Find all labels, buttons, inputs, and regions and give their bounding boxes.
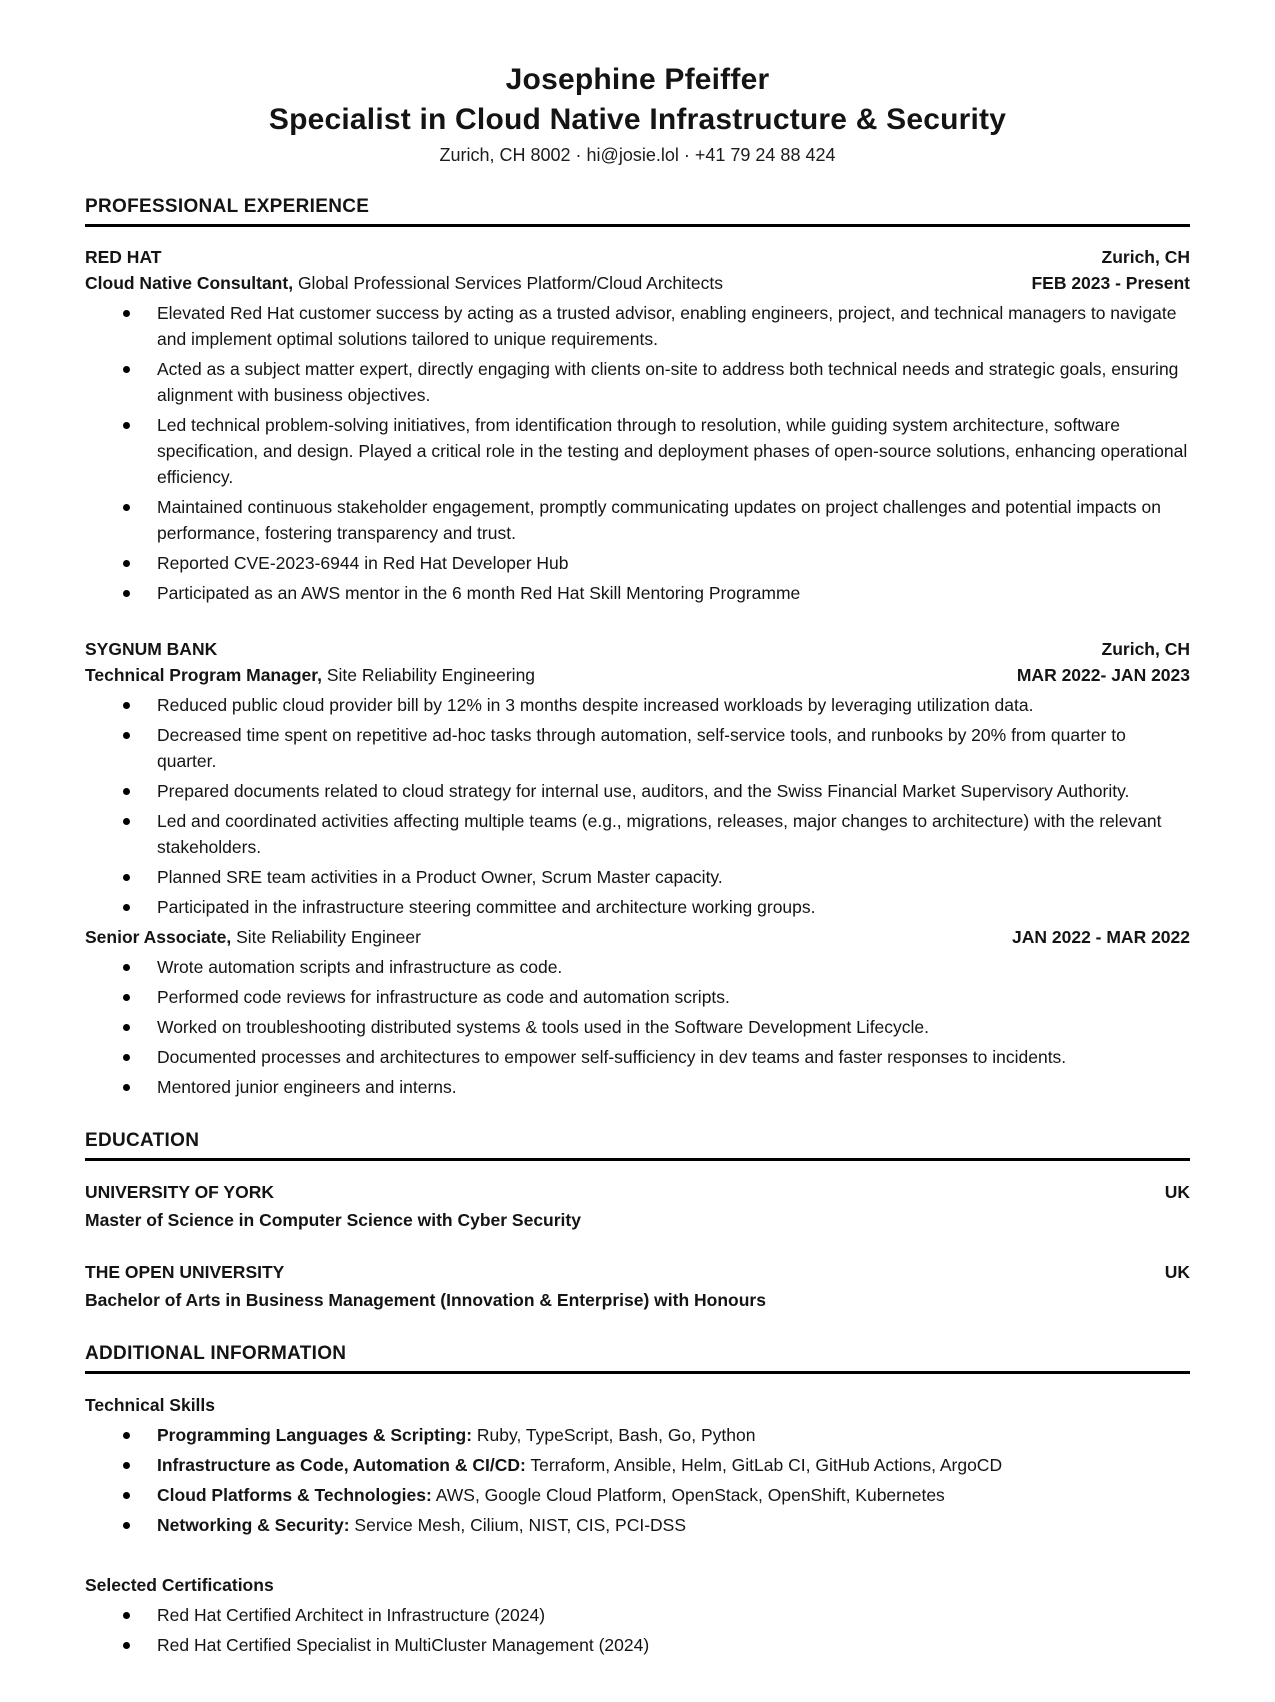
skill-label: Programming Languages & Scripting: <box>157 1425 473 1446</box>
skill-text: Service Mesh, Cilium, NIST, CIS, PCI-DSS <box>354 1515 687 1536</box>
candidate-headline: Specialist in Cloud Native Infrastructure & Security <box>268 102 1007 136</box>
bullet-icon <box>123 702 130 709</box>
degree-name: Bachelor of Arts in Business Management (Innovation & Enterprise) with Honours <box>85 1290 766 1311</box>
bullet-icon <box>123 1024 130 1031</box>
bullet-text: Reduced public cloud provider bill by 12% in 3 months despite increased workloads by leveraging utilization data. <box>157 695 1034 716</box>
role-detail: Site Reliability Engineer <box>236 927 421 948</box>
skill-label: Cloud Platforms & Technologies: <box>157 1485 432 1506</box>
bullet-item <box>85 1074 1190 1100</box>
bullet-icon <box>123 994 130 1001</box>
bullet-icon <box>123 1492 130 1499</box>
company-location: Zurich, CH <box>1101 639 1190 660</box>
bullet-icon <box>123 964 130 971</box>
bullet-icon <box>123 1462 130 1469</box>
company-row <box>85 636 1190 662</box>
bullet-icon <box>123 504 130 511</box>
role-row <box>85 270 1190 296</box>
bullet-text: Decreased time spent on repetitive ad-hoc tasks through automation, self-service tools, and runbooks by 20% from quarter to quarter. <box>157 725 1126 772</box>
bullet-item <box>85 1014 1190 1040</box>
bullet-icon <box>123 310 130 317</box>
role-title: Senior Associate, <box>85 927 232 948</box>
bullet-list <box>85 954 1190 1100</box>
school-row <box>85 1259 1190 1285</box>
bullet-item <box>85 808 1190 860</box>
bullet-item <box>85 954 1190 980</box>
bullet-text: Led technical problem-solving initiatives, from identification through to resolution, while guiding system architecture, software specification, and design. Played a critical role in the testing and deployment phases of open-source solutions, enhancing operational efficiency. <box>157 415 1188 488</box>
bullet-text: Led and coordinated activities affecting multiple teams (e.g., migrations, releases, major changes to architecture) with the relevant stakeholders. <box>157 811 1162 858</box>
certification-text: Red Hat Certified Architect in Infrastructure (2024) <box>157 1605 546 1626</box>
bullet-icon <box>123 1432 130 1439</box>
role-detail: Global Professional Services Platform/Cloud Architects <box>297 273 723 294</box>
bullet-text: Elevated Red Hat customer success by acting as a trusted advisor, enabling engineers, project, and technical managers to navigate and implement optimal solutions tailored to unique requirements. <box>157 303 1177 350</box>
skill-label: Networking & Security: <box>157 1515 350 1536</box>
bullet-icon <box>123 732 130 739</box>
bullet-text: Wrote automation scripts and infrastructure as code. <box>157 957 563 978</box>
section-heading: PROFESSIONAL EXPERIENCE <box>85 196 1190 227</box>
certification-item <box>85 1602 1190 1628</box>
bullet-text: Participated in the infrastructure steering committee and architecture working groups. <box>157 897 816 918</box>
education-entry-open-university <box>85 1259 1190 1313</box>
skills-list <box>85 1422 1190 1538</box>
bullet-item <box>85 692 1190 718</box>
company-name: RED HAT <box>85 247 162 268</box>
bullet-item <box>85 356 1190 408</box>
school-name: THE OPEN UNIVERSITY <box>85 1262 285 1283</box>
skill-label: Infrastructure as Code, Automation & CI/CD: <box>157 1455 526 1476</box>
role-dates: JAN 2022 - MAR 2022 <box>1012 927 1190 948</box>
section-professional-experience <box>85 196 1190 1100</box>
school-location: UK <box>1164 1262 1190 1283</box>
bullet-list <box>85 300 1190 606</box>
resume-header <box>85 60 1190 166</box>
education-entry-york <box>85 1179 1190 1233</box>
certification-text: Red Hat Certified Specialist in MultiCluster Management (2024) <box>157 1635 650 1656</box>
school-location: UK <box>1164 1182 1190 1203</box>
bullet-item <box>85 412 1190 490</box>
section-heading: EDUCATION <box>85 1130 1190 1161</box>
bullet-icon <box>123 788 130 795</box>
technical-skills-heading: Technical Skills <box>85 1395 216 1416</box>
school-name: UNIVERSITY OF YORK <box>85 1182 274 1203</box>
school-row <box>85 1179 1190 1205</box>
role-title: Cloud Native Consultant, <box>85 273 294 294</box>
bullet-text: Prepared documents related to cloud strategy for internal use, auditors, and the Swiss Financial Market Supervisory Authority. <box>157 781 1130 802</box>
bullet-item <box>85 1044 1190 1070</box>
bullet-icon <box>123 1084 130 1091</box>
bullet-text: Maintained continuous stakeholder engagement, promptly communicating updates on project challenges and potential impacts on performance, fostering transparency and trust. <box>157 497 1161 544</box>
bullet-item <box>85 580 1190 606</box>
bullet-text: Participated as an AWS mentor in the 6 month Red Hat Skill Mentoring Programme <box>157 583 801 604</box>
section-heading: ADDITIONAL INFORMATION <box>85 1343 1190 1374</box>
bullet-icon <box>123 590 130 597</box>
role-detail: Site Reliability Engineering <box>326 665 536 686</box>
role-name <box>85 662 535 688</box>
company-location: Zurich, CH <box>1101 247 1190 268</box>
contact-line: Zurich, CH 8002 · hi@josie.lol · +41 79 24 88 424 <box>439 145 836 166</box>
bullet-text: Mentored junior engineers and interns. <box>157 1077 457 1098</box>
bullet-item <box>85 494 1190 546</box>
bullet-list <box>85 692 1190 920</box>
section-additional-information <box>85 1343 1190 1658</box>
bullet-icon <box>123 904 130 911</box>
section-education <box>85 1130 1190 1313</box>
role-name <box>85 924 421 950</box>
bullet-text: Acted as a subject matter expert, directly engaging with clients on-site to address both technical needs and strategic goals, ensuring alignment with business objectives. <box>157 359 1179 406</box>
bullet-item <box>85 300 1190 352</box>
skill-item <box>85 1452 1190 1478</box>
role-row <box>85 924 1190 950</box>
bullet-icon <box>123 422 130 429</box>
bullet-icon <box>123 1612 130 1619</box>
degree-name: Master of Science in Computer Science with Cyber Security <box>85 1210 581 1231</box>
bullet-text: Documented processes and architectures to empower self-sufficiency in dev teams and faster responses to incidents. <box>157 1047 1067 1068</box>
skill-text: Terraform, Ansible, Helm, GitLab CI, GitHub Actions, ArgoCD <box>530 1455 1003 1476</box>
certifications-heading: Selected Certifications <box>85 1575 274 1596</box>
bullet-icon <box>123 874 130 881</box>
role-row <box>85 662 1190 688</box>
company-row <box>85 244 1190 270</box>
bullet-icon <box>123 818 130 825</box>
bullet-icon <box>123 366 130 373</box>
bullet-icon <box>123 560 130 567</box>
experience-entry-redhat <box>85 244 1190 606</box>
bullet-icon <box>123 1054 130 1061</box>
role-name <box>85 270 723 296</box>
bullet-text: Reported CVE-2023-6944 in Red Hat Developer Hub <box>157 553 569 574</box>
skill-text: Ruby, TypeScript, Bash, Go, Python <box>476 1425 756 1446</box>
skill-item <box>85 1512 1190 1538</box>
bullet-icon <box>123 1522 130 1529</box>
skill-item <box>85 1482 1190 1508</box>
experience-entry-sygnum <box>85 636 1190 1100</box>
company-name: SYGNUM BANK <box>85 639 218 660</box>
bullet-item <box>85 864 1190 890</box>
bullet-text: Performed code reviews for infrastructure as code and automation scripts. <box>157 987 730 1008</box>
bullet-item <box>85 550 1190 576</box>
role-title: Technical Program Manager, <box>85 665 322 686</box>
role-dates: FEB 2023 - Present <box>1031 273 1190 294</box>
bullet-item <box>85 984 1190 1010</box>
skill-text: AWS, Google Cloud Platform, OpenStack, OpenShift, Kubernetes <box>435 1485 945 1506</box>
role-dates: MAR 2022- JAN 2023 <box>1016 665 1190 686</box>
bullet-item <box>85 722 1190 774</box>
candidate-name: Josephine Pfeiffer <box>505 63 770 96</box>
bullet-text: Planned SRE team activities in a Product Owner, Scrum Master capacity. <box>157 867 723 888</box>
skill-item <box>85 1422 1190 1448</box>
bullet-icon <box>123 1642 130 1649</box>
bullet-item <box>85 894 1190 920</box>
bullet-text: Worked on troubleshooting distributed systems & tools used in the Software Development Lifecycle. <box>157 1017 930 1038</box>
certification-item <box>85 1632 1190 1658</box>
bullet-item <box>85 778 1190 804</box>
